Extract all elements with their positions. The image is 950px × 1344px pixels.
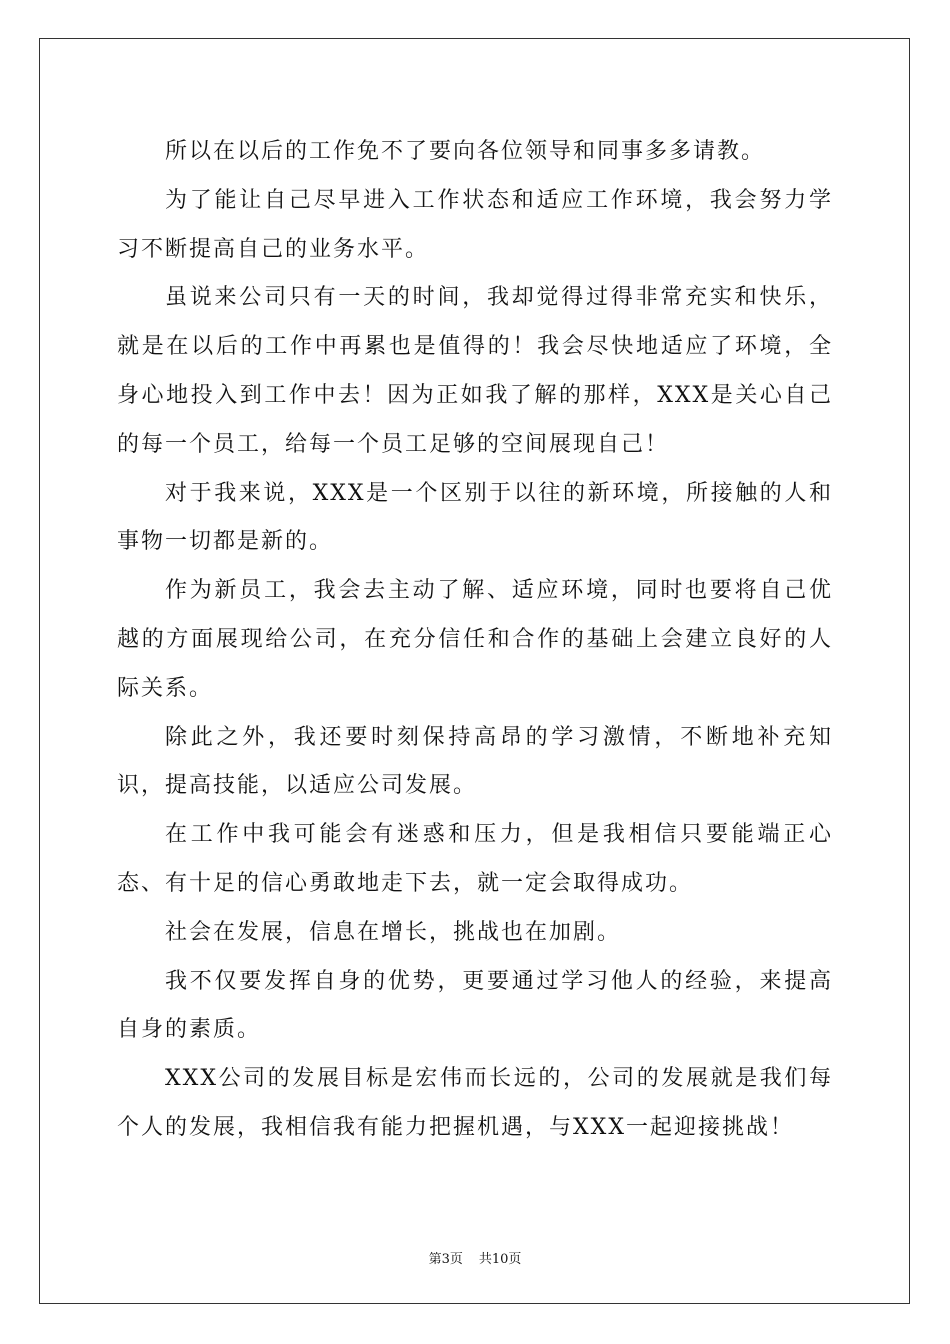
page-footer — [0, 1248, 950, 1267]
paragraph: 虽说来公司只有一天的时间，我却觉得过得非常充实和快乐，就是在以后的工作中再累也是值得的！我会尽快地适应了环境，全身心地投入到工作中去！因为正如我了解的那样，XXX是关心自己的每一个员工，给每一个员工足够的空间展现自己！ — [117, 285, 833, 457]
paragraph: 作为新员工，我会去主动了解、适应环境，同时也要将自己优越的方面展现给公司，在充分信任和合作的基础上会建立良好的人际关系。 — [117, 578, 833, 701]
paragraph: XXX公司的发展目标是宏伟而长远的，公司的发展就是我们每个人的发展，我相信我有能力把握机遇，与XXX一起迎接挑战！ — [117, 1066, 833, 1140]
paragraph: 为了能让自己尽早进入工作状态和适应工作环境，我会努力学习不断提高自己的业务水平。 — [117, 187, 833, 262]
paragraph: 除此之外，我还要时刻保持高昂的学习激情，不断地补充知识，提高技能，以适应公司发展。 — [117, 724, 833, 799]
paragraph: 社会在发展，信息在增长，挑战也在加剧。 — [165, 919, 622, 945]
paragraph: 对于我来说，XXX是一个区别于以往的新环境，所接触的人和事物一切都是新的。 — [117, 480, 833, 555]
page-number: 第3页 — [428, 1252, 463, 1267]
page-total: 共10页 — [478, 1252, 522, 1267]
paragraph: 所以在以后的工作免不了要向各位领导和同事多多请教。 — [165, 139, 766, 164]
document-body — [117, 128, 833, 1153]
paragraph: 在工作中我可能会有迷惑和压力，但是我相信只要能端正心态、有十足的信心勇敢地走下去，就一定会取得成功。 — [117, 822, 833, 896]
paragraph: 我不仅要发挥自身的优势，更要通过学习他人的经验，来提高自身的素质。 — [117, 968, 833, 1043]
